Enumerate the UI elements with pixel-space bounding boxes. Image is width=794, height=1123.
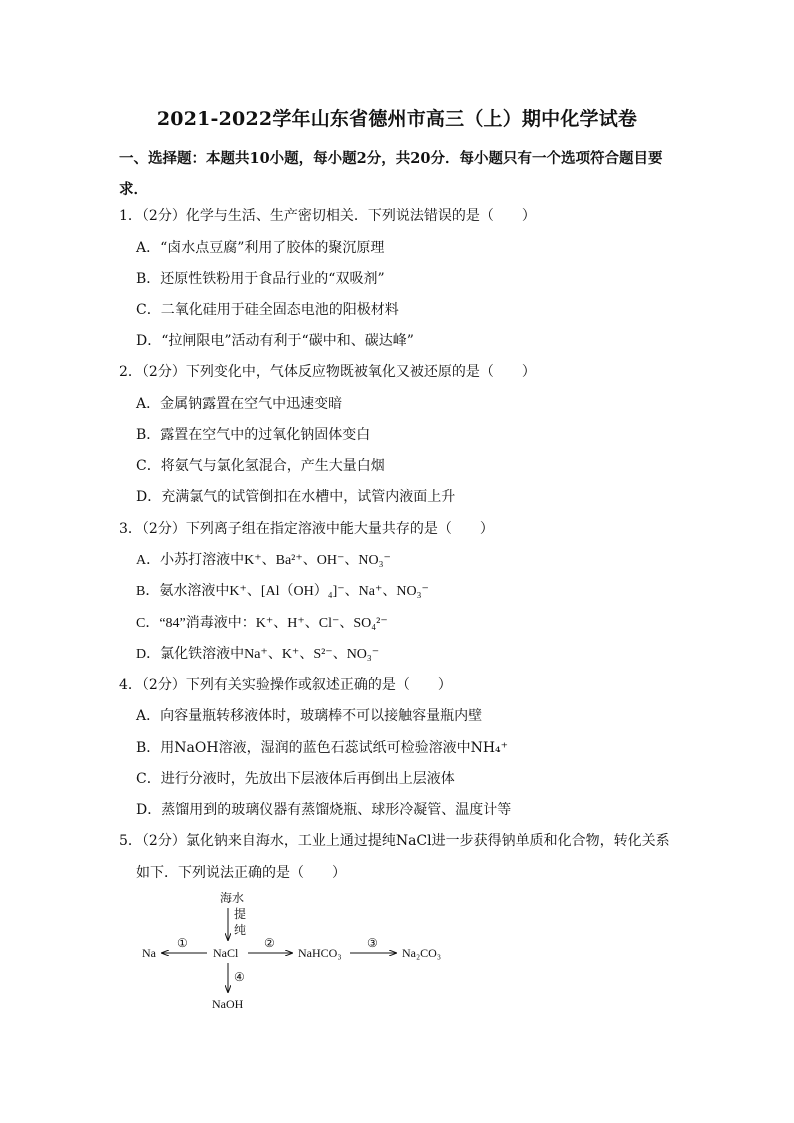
question-1-stem: 1．（2分）化学与生活、生产密切相关．下列说法错误的是（ ） — [119, 208, 536, 224]
purify-label-2: 纯 — [234, 923, 247, 937]
question-5-stem-line-1: 5．（2分）氯化钠来自海水，工业上通过提纯NaCl进一步获得钠单质和化合物，转化关系 — [119, 833, 670, 849]
question-2-option-d: D．充满氯气的试管倒扣在水槽中，试管内液面上升 — [136, 489, 456, 505]
na-node: Na — [142, 946, 156, 960]
question-3-option-d: D．氯化铁溶液中Na⁺、K⁺、S²⁻、NO₃⁻ — [136, 647, 380, 662]
naoh-node: NaOH — [212, 997, 244, 1011]
step-4-label: ④ — [234, 970, 245, 984]
nacl-node: NaCl — [213, 946, 239, 960]
question-3-option-a: A．小苏打溶液中K⁺、Ba²⁺、OH⁻、NO₃⁻ — [136, 553, 391, 568]
step-2-label: ② — [264, 936, 275, 950]
question-4-option-c: C．进行分液时，先放出下层液体后再倒出上层液体 — [136, 771, 455, 787]
question-2-option-b: B．露置在空气中的过氧化钠固体变白 — [136, 427, 371, 443]
question-4-option-d: D．蒸馏用到的玻璃仪器有蒸馏烧瓶、球形冷凝管、温度计等 — [136, 802, 512, 818]
question-3-stem: 3．（2分）下列离子组在指定溶液中能大量共存的是（ ） — [119, 521, 494, 537]
question-1-option-a: A．“卤水点豆腐”利用了胶体的聚沉原理 — [136, 240, 385, 256]
purify-label-1: 提 — [234, 907, 247, 921]
question-4-stem: 4．（2分）下列有关实验操作或叙述正确的是（ ） — [119, 677, 452, 693]
question-1-option-c: C．二氧化硅用于硅全固态电池的阳极材料 — [136, 302, 399, 318]
question-1-option-d: D．“拉闸限电”活动有利于“碳中和、碳达峰” — [136, 333, 414, 349]
na2co3-node: Na₂CO₃ — [402, 946, 442, 960]
question-2-option-c: C．将氨气与氯化氢混合，产生大量白烟 — [136, 458, 385, 474]
question-1-option-b: B．还原性铁粉用于食品行业的“双吸剂” — [136, 271, 385, 287]
nahco3-node: NaHCO₃ — [298, 946, 342, 960]
question-2-stem: 2．（2分）下列变化中，气体反应物既被氧化又被还原的是（ ） — [119, 364, 536, 380]
question-3-option-c: C．“84”消毒液中：K⁺、H⁺、Cl⁻、SO₄²⁻ — [136, 616, 388, 631]
seawater-label: 海水 — [220, 891, 245, 905]
exam-title: 2021-2022学年山东省德州市高三（上）期中化学试卷 — [156, 108, 638, 130]
question-4-option-a: A．向容量瓶转移液体时，玻璃棒不可以接触容量瓶内壁 — [136, 708, 483, 724]
step-3-label: ③ — [367, 936, 378, 950]
step-1-label: ① — [177, 936, 188, 950]
question-2-option-a: A．金属钠露置在空气中迅速变暗 — [136, 396, 343, 412]
conversion-diagram — [140, 888, 460, 1013]
question-3-option-b: B．氨水溶液中K⁺、[Al（OH）₄]⁻、Na⁺、NO₃⁻ — [136, 584, 429, 599]
section-heading: 一、选择题：本题共10小题，每小题2分，共20分．每小题只有一个选项符合题目要求． — [119, 150, 663, 198]
question-4-option-b: B．用NaOH溶液，湿润的蓝色石蕊试纸可检验溶液中NH₄⁺ — [136, 740, 509, 756]
question-5-stem-line-2: 如下．下列说法正确的是（ ） — [136, 865, 346, 881]
